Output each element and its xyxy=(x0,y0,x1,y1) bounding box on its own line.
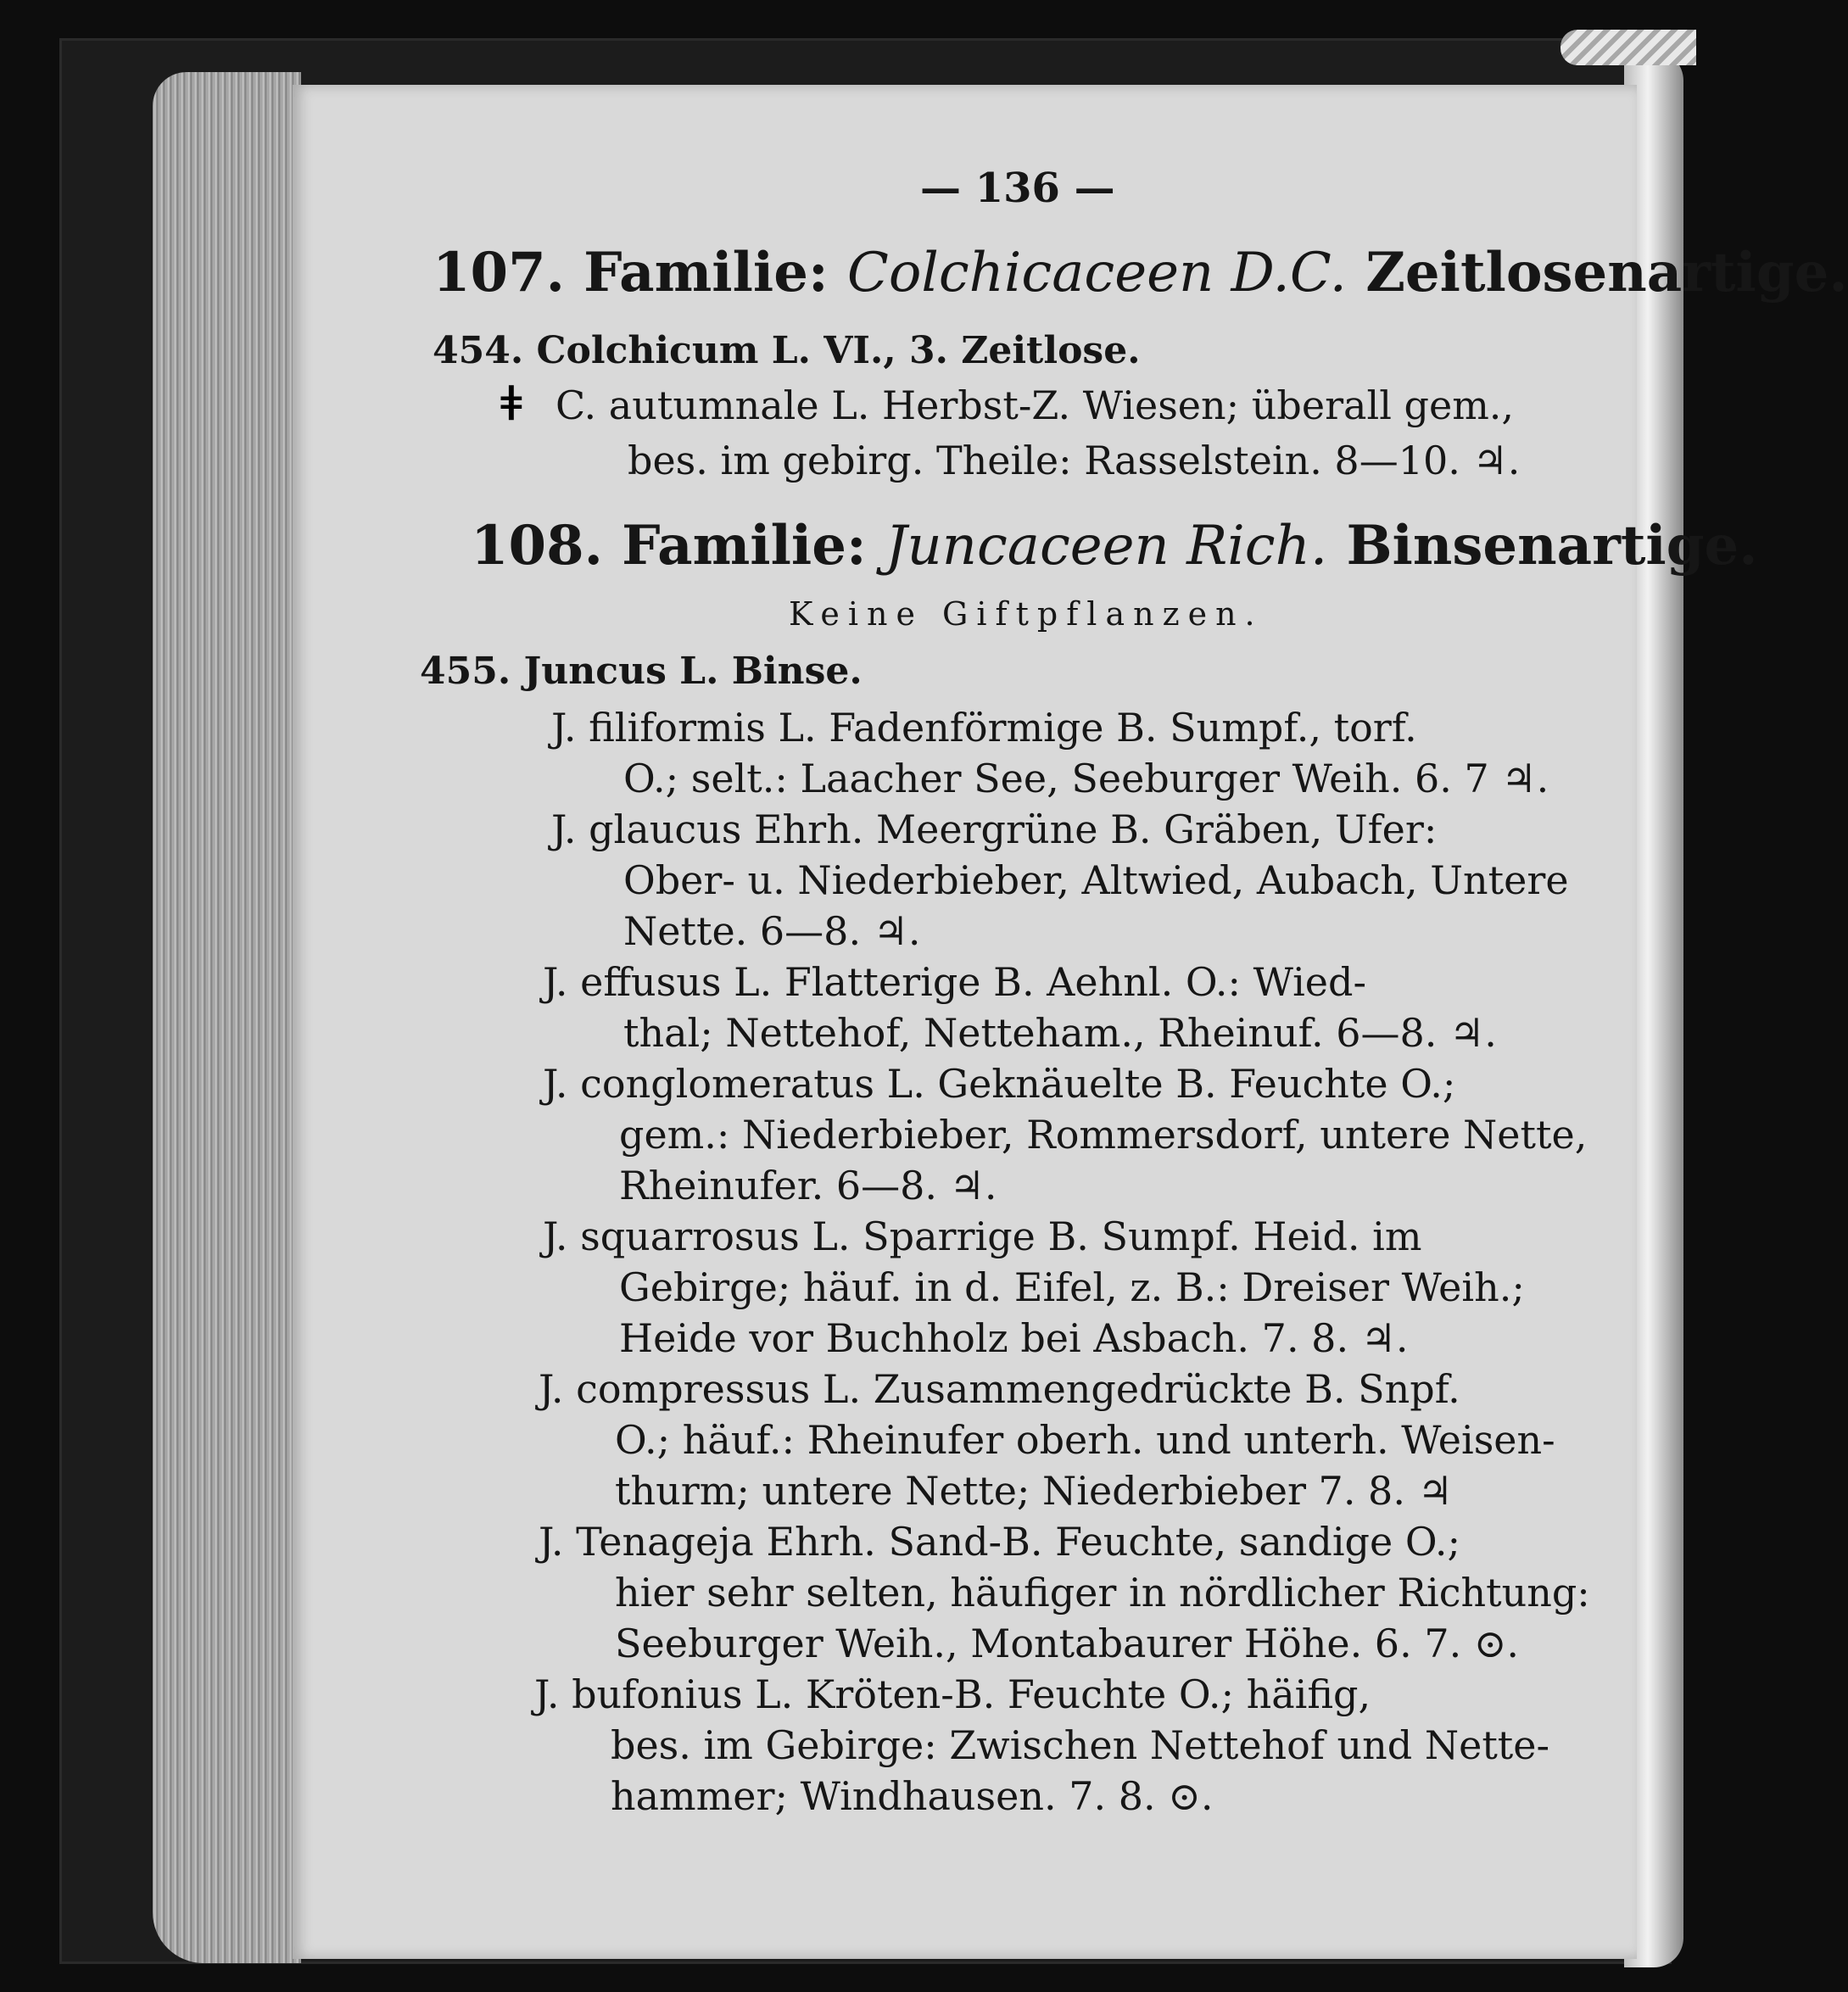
page-edges-stack xyxy=(153,72,301,1963)
species-j-compressus-line-1: J. compressus L. Zusammengedrückte B. Snpf. xyxy=(539,1366,1460,1412)
species-j-conglomeratus-line-3: Rheinufer. 6—8. ♃. xyxy=(619,1163,997,1208)
family-108-heading-part: Binsenartige. xyxy=(1327,514,1758,578)
species-j-squarrosus-line-2: Gebirge; häuf. in d. Eifel, z. B.: Dreiser Weih.; xyxy=(619,1264,1525,1310)
species-c-autumnale-line-1: C. autumnale L. Herbst-Z. Wiesen; überall gem., xyxy=(556,382,1515,428)
family-107-heading-part: Zeitlosenartige. xyxy=(1346,241,1848,304)
species-j-bufonius-line-3: hammer; Windhausen. 7. 8. ⊙. xyxy=(611,1773,1214,1819)
genus-455-line: 455. Juncus L. Binse. xyxy=(420,650,863,693)
species-j-tenageja-line-3: Seeburger Weih., Montabaurer Höhe. 6. 7. ⊙. xyxy=(615,1621,1519,1666)
no-poison-plants-note: Keine Giftpflanzen. xyxy=(789,595,1264,633)
page-number: — 136 — xyxy=(920,165,1115,212)
species-j-filiformis-line-2: O.; selt.: Laacher See, Seeburger Weih. 6. 7 ♃. xyxy=(623,756,1549,801)
family-108-heading xyxy=(471,514,1758,578)
species-j-conglomeratus-line-1: J. conglomeratus L. Geknäuelte B. Feuchte O.; xyxy=(543,1061,1456,1107)
family-107-heading xyxy=(433,241,1848,304)
species-j-bufonius-line-2: bes. im Gebirge: Zwischen Nettehof und Nette- xyxy=(611,1722,1550,1768)
species-j-compressus-line-3: thurm; untere Nette; Niederbieber 7. 8. ♃ xyxy=(615,1468,1453,1514)
family-107-heading-part: 107. Familie: xyxy=(433,241,847,304)
poison-cross-icon: ǂ xyxy=(500,376,522,432)
species-j-tenageja-line-2: hier sehr selten, häufiger in nördlicher Richtung: xyxy=(615,1570,1590,1615)
species-j-filiformis-line-1: J. filiformis L. Fadenförmige B. Sumpf., torf. xyxy=(551,705,1417,750)
species-j-squarrosus-line-1: J. squarrosus L. Sparrige B. Sumpf. Heid. im xyxy=(543,1214,1422,1259)
genus-454-line: 454. Colchicum L. VI., 3. Zeitlose. xyxy=(433,329,1141,372)
species-j-tenageja-line-1: J. Tenageja Ehrh. Sand-B. Feuchte, sandige O.; xyxy=(539,1519,1460,1565)
family-107-heading-part: Colchicaceen D.C. xyxy=(846,242,1347,304)
ribbon-bookmark xyxy=(1560,30,1696,65)
species-j-glaucus-line-3: Nette. 6—8. ♃. xyxy=(623,908,921,954)
species-j-effusus-line-2: thal; Nettehof, Netteham., Rheinuf. 6—8. ♃. xyxy=(623,1010,1497,1056)
family-108-heading-part: Juncaceen Rich. xyxy=(885,515,1328,578)
family-108-heading-part: 108. Familie: xyxy=(471,514,885,578)
species-c-autumnale-line-2: bes. im gebirg. Theile: Rasselstein. 8—10. ♃. xyxy=(628,438,1521,483)
species-j-conglomeratus-line-2: gem.: Niederbieber, Rommersdorf, untere Nette, xyxy=(619,1112,1588,1158)
species-j-effusus-line-1: J. effusus L. Flatterige B. Aehnl. O.: Wied- xyxy=(543,959,1366,1005)
species-j-squarrosus-line-3: Heide vor Buchholz bei Asbach. 7. 8. ♃. xyxy=(619,1315,1409,1361)
species-j-compressus-line-2: O.; häuf.: Rheinufer oberh. und unterh. Weisen- xyxy=(615,1417,1555,1463)
species-j-glaucus-line-1: J. glaucus Ehrh. Meergrüne B. Gräben, Ufer: xyxy=(551,806,1438,852)
species-j-bufonius-line-1: J. bufonius L. Kröten-B. Feuchte O.; häifig, xyxy=(534,1671,1371,1717)
species-j-glaucus-line-2: Ober- u. Niederbieber, Altwied, Aubach, Untere xyxy=(623,857,1569,903)
